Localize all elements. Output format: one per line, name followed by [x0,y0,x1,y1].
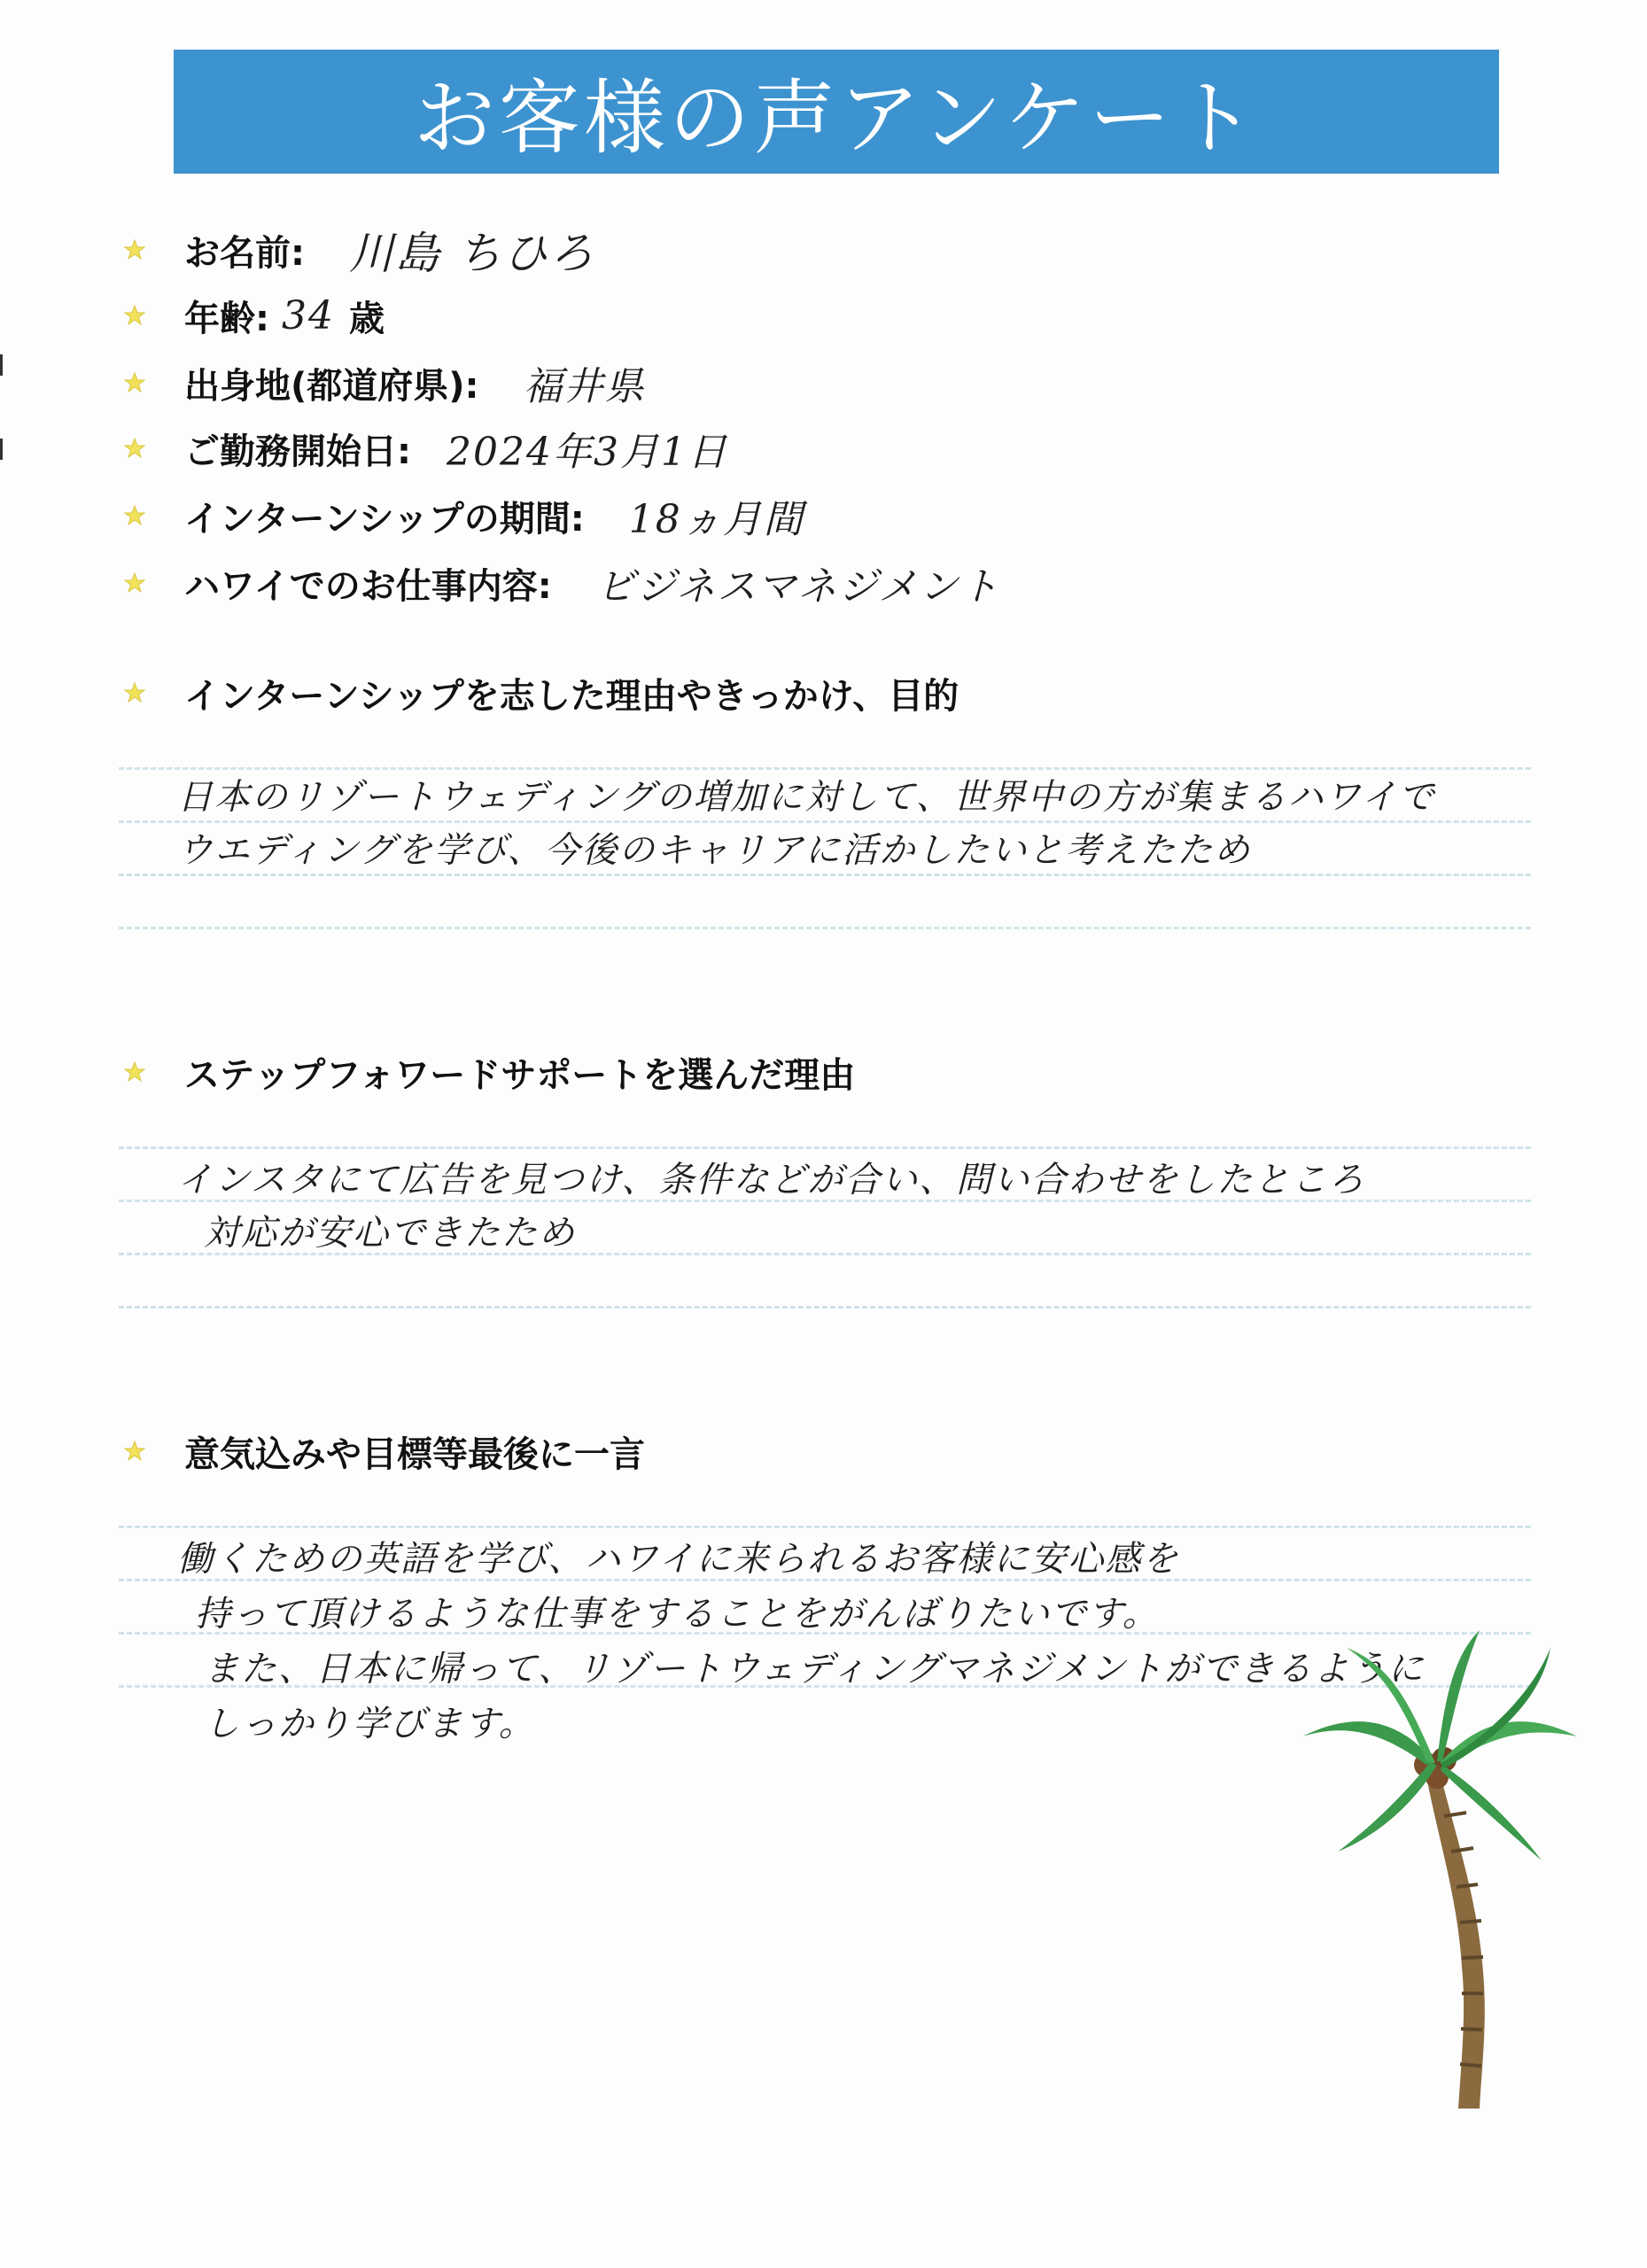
name-value: 川島 ちひろ [349,228,595,279]
ruled-line [119,1146,1531,1149]
reason-answer-line: 日本のリゾートウェディングの増加に対して、世界中の方が集まるハワイで [177,777,1436,818]
hometown-label: 出身地(都道府県): [184,365,479,407]
profile-row-age [124,289,385,342]
scan-edge-mark [0,439,3,460]
start-date-label: ご勤務開始日: [184,431,411,472]
hometown-value: 福井県 [523,364,646,409]
profile-row-job [124,556,1000,610]
palm-tree-icon [1285,1612,1586,2109]
internship-period-label: インターンシップの期間: [184,498,585,540]
profile-row-start-date [124,422,728,475]
message-answer-line: また、日本に帰って、リゾートウェディングマネジメントができるように [204,1649,1426,1689]
star-icon [124,682,145,703]
profile-row-hometown [124,356,646,409]
reason-answer-line: ウエディングを学び、今後のキャリアに活かしたいと考えたため [177,830,1252,871]
ruled-line [119,874,1531,876]
job-value: ビジネスマネジメント [595,564,1001,610]
age-unit: 歳 [349,298,385,339]
star-icon [124,505,145,526]
internship-period-value: 18ヵ月間 [628,497,804,542]
message-answer-line: しっかり学びます。 [204,1704,536,1744]
ruled-line [119,1526,1531,1528]
reason-title: インターンシップを志した理由やきっかけ、目的 [184,675,959,717]
ruled-line [119,927,1531,929]
why-us-answer-line: インスタにて広告を見つけ、条件などが合い、問い合わせをしたところ [177,1160,1366,1200]
why-us-title: ステップフォワードサポートを選んだ理由 [184,1054,856,1096]
message-title: 意気込みや目標等最後に一言 [184,1433,645,1475]
why-us-answer-line: 対応が安心できたため [204,1213,576,1254]
star-icon [124,1061,145,1083]
title-banner [174,50,1499,174]
star-icon [124,239,145,260]
star-icon [124,438,145,459]
page-title: お客様の声アンケート [413,71,1260,166]
job-label: ハワイでのお仕事内容: [184,565,552,607]
age-label: 年齢: [184,298,269,339]
profile-row-name [124,223,595,279]
age-value: 34 [282,292,335,338]
profile-row-internship-period [124,489,804,542]
start-date-value: 2024年3月1日 [447,430,728,475]
message-answer-line: 持って頂けるような仕事をすることをがんばりたいです。 [195,1594,1160,1635]
message-answer-line: 働くための英語を学び、ハワイに来られるお客様に安心感を [177,1539,1180,1580]
star-icon [124,372,145,393]
name-label: お名前: [184,232,305,274]
star-icon [124,572,145,594]
section-heading-reason [124,666,959,719]
star-icon [124,305,145,326]
ruled-line [119,1306,1531,1309]
section-heading-message [124,1425,645,1478]
star-icon [124,1441,145,1462]
scan-edge-mark [0,354,3,376]
section-heading-why-us [124,1045,855,1099]
